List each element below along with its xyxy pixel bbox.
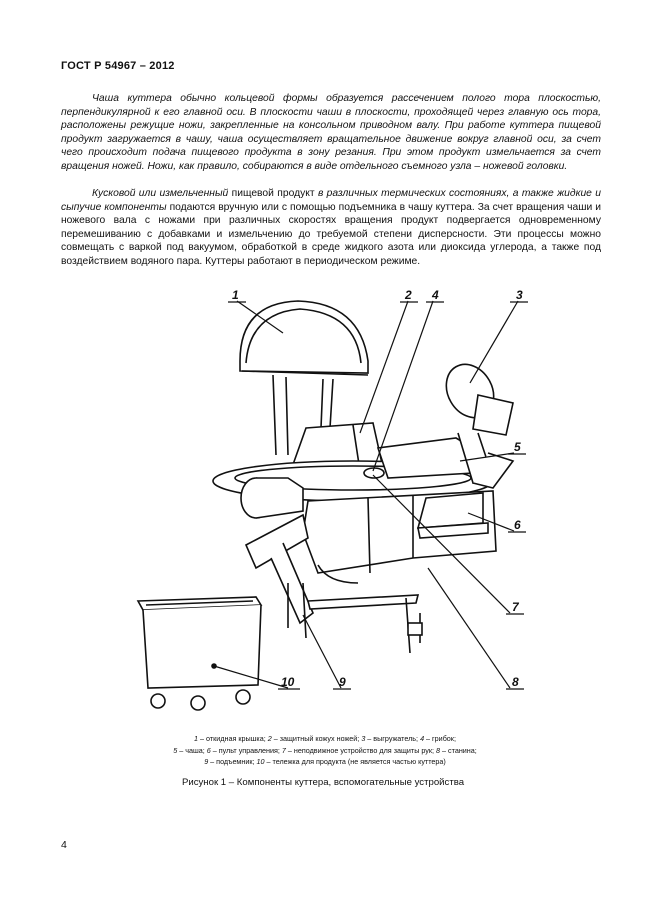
trolley-wheel <box>151 694 165 708</box>
leg-pad <box>408 623 422 635</box>
figure-legend <box>100 733 550 768</box>
control-panel <box>418 493 483 528</box>
trolley-wheel <box>236 690 250 704</box>
figure-label-10: 10 <box>281 675 295 689</box>
legend-number: 4 <box>420 734 425 743</box>
trolley-wheel <box>191 696 205 710</box>
legend-number: 7 <box>281 745 286 755</box>
legend-number: 2 <box>267 734 272 743</box>
legend-text: – неподвижное устройство для защиты рук; <box>285 745 437 755</box>
figure-label-3: 3 <box>516 288 523 302</box>
legend-number: 1 <box>194 734 199 743</box>
legend-number: 6 <box>206 745 211 755</box>
legend-text: – защитный кожух ножей; <box>271 734 362 743</box>
rear-housing <box>378 438 473 478</box>
legend-text: – чаша; <box>177 745 207 755</box>
unloader-arm <box>473 395 513 435</box>
figure-label-6: 6 <box>514 518 521 532</box>
legend-text: – откидная крышка; <box>198 734 268 743</box>
paragraph-processing <box>61 187 601 269</box>
cutter-figure <box>128 283 528 718</box>
motor-body <box>256 478 303 518</box>
legend-line-1 <box>100 733 550 745</box>
paragraph-bowl-description: Чаша куттера обычно кольцевой формы образуется рассечением полого тора плоскостью, перпендикулярной к его главной оси. В плоскости чаши в плоскости, проходящей через главную ось тора, расположены режущие ножи, закрепленные на консольном приводном валу. При работе куттера пищевой продукт загружается в чашу, чаша осуществляет вращательное движение вокруг главной оси, за счет чего происходит подача пищевого продукта в зону резания. При этом продукт измельчается за счет вращения ножей. Ножи, как правило, собираются в виде отдельного съемного узла – ножевой головки. <box>61 93 601 172</box>
legend-line-3 <box>100 756 550 768</box>
legend-text: – грибок; <box>424 734 456 743</box>
lid-shape <box>240 301 368 373</box>
legend-number: 5 <box>173 745 178 755</box>
legend-text: – выгружатель; <box>365 734 421 743</box>
legend-text: – подъемник; <box>208 757 257 767</box>
figure-label-4: 4 <box>432 288 439 302</box>
figure-label-2: 2 <box>405 288 412 302</box>
p2-mid-italic: в различных термических состояниях, а также жидкие и сыпучие компоненты <box>61 188 601 213</box>
legend-number: 3 <box>361 734 366 743</box>
cutter-drawing <box>128 283 528 718</box>
trolley-body <box>143 605 261 688</box>
legend-text: – пульт управления; <box>210 745 282 755</box>
stand-base <box>308 595 418 609</box>
legend-number: 10 <box>256 757 265 767</box>
legend-number: 8 <box>436 745 441 755</box>
legend-text: – тележка для продукта (не является частью куттера) <box>264 757 446 767</box>
p2-lead-italic: Кусковой или измельченный <box>92 188 229 199</box>
figure-label-7: 7 <box>512 600 519 614</box>
figure-label-8: 8 <box>512 675 519 689</box>
document-header: ГОСТ Р 54967 – 2012 <box>61 60 175 72</box>
p2-rest: подаются вручную или с помощью подъемника в чашу куттера. За счет вращения чаши и ножевого вала с ножами при различных скоростях вращения продукт подвергается одновременному перемешиванию с добавками и измельчению до требуемой степени дисперсности. Эти процессы можно совмещать с варкой под вакуумом, обработкой в среде жидкого азота или диоксида углерода, а также под воздействием водяного пара. Куттеры работают в периодическом режиме. <box>61 201 602 267</box>
lifter-column <box>271 543 313 623</box>
legend-number: 9 <box>204 757 209 767</box>
legend-text: – станина; <box>440 745 477 755</box>
legend-line-2 <box>100 745 550 757</box>
page-number: 4 <box>61 839 67 851</box>
figure-label-5: 5 <box>514 440 521 454</box>
p2-mid1: пищевой продукт <box>228 188 318 199</box>
figure-label-1: 1 <box>232 288 239 302</box>
figure-label-9: 9 <box>339 675 346 689</box>
figure-title: Рисунок 1 – Компоненты куттера, вспомогательные устройства <box>181 777 465 788</box>
